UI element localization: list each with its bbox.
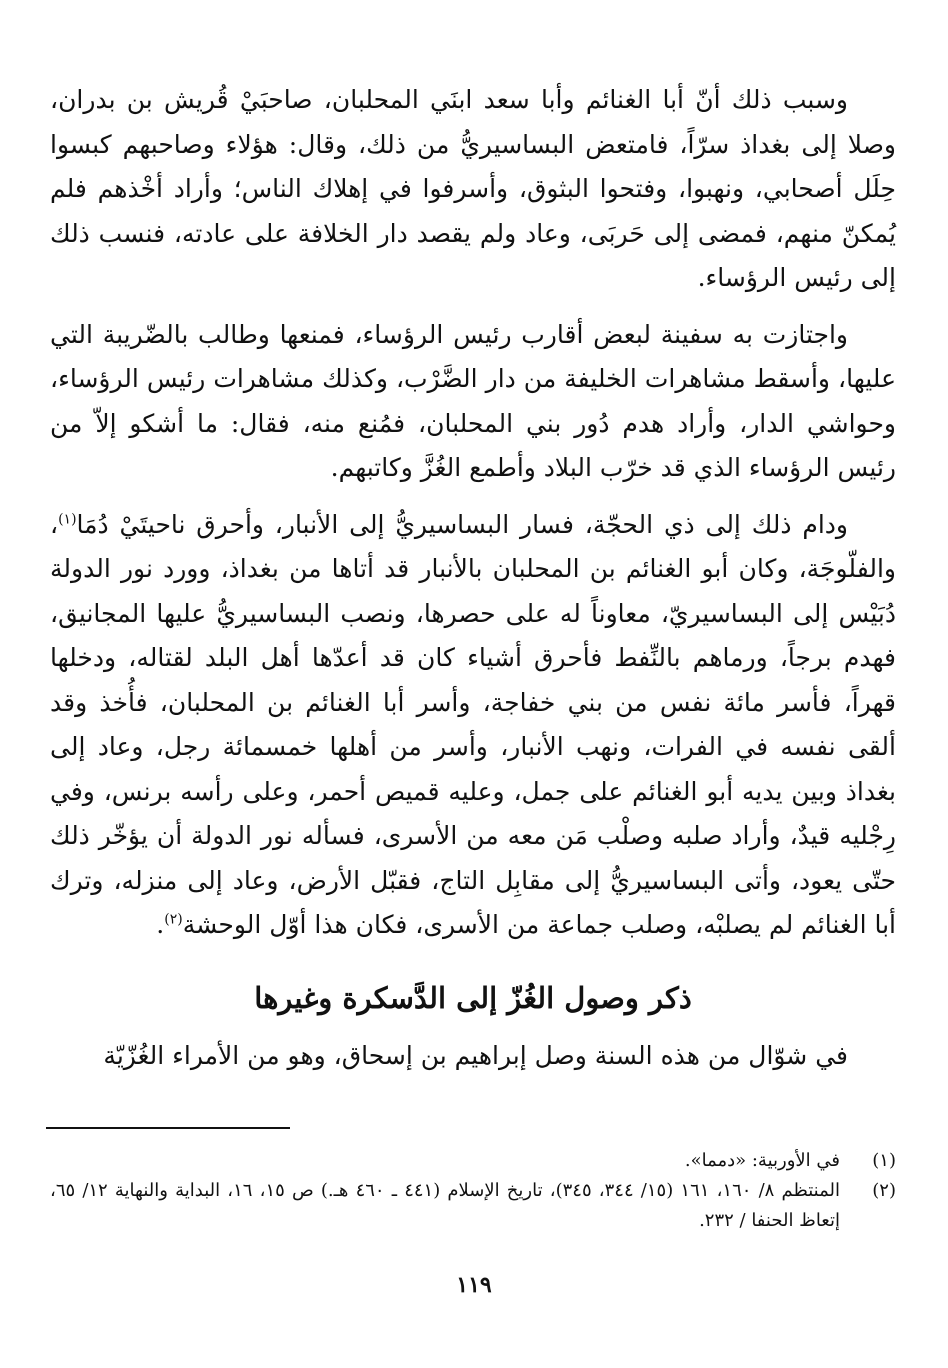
paragraph-1 (50, 78, 896, 301)
paragraph-3-text-middle: ، والفلّوجَة، وكان أبو الغنائم بن المحلبان بالأنبار قد أتاها من بغداذ، وورد نور الدولة دُبَيْس إلى البساسيريّ، معاوناً له على حصرها، ونصب البساسيريُّ عليها المجانيق، فهدم برجاً، ورماهم بالنِّفط فأحرق أشياء كان قد أعدّها أهل البلد لقتاله، ودخلها قهراً، فأسر مائة نفس من بني خفاجة، وأسر أبا الغنائم بن المحلبان، فأُخذ وقد ألقى نفسه في الفرات، ونهب الأنبار، وأسر من أهلها خمسمائة رجل، وعاد إلى بغداذ وبين يديه أبو الغنائم على جمل، وعليه قميص أحمر، وعلى رأسه برنس، وفي رِجْليه قيدٌ، وأراد صلبه وصلْب مَن معه من الأسرى، فسأله نور الدولة أن يؤخّر ذلك حتّى يعود، وأتى البساسيريُّ إلى مقابِل التاج، فقبّل الأرض، وعاد إلى منزله، وترك أبا الغنائم لم يصلبْه، وصلب جماعة من الأسرى، فكان هذا أوّل الوحشة (50, 509, 896, 939)
page-number: ١١٩ (456, 1272, 492, 1298)
footnote-ref-1[interactable]: (١) (58, 511, 77, 528)
paragraph-4 (50, 1034, 896, 1079)
footnote-2-number: (٢) (872, 1180, 896, 1201)
footnote-divider (46, 1127, 290, 1129)
footnote-1-number: (١) (872, 1150, 896, 1171)
footnote-1-text: في الأوربية: «دمما». (684, 1150, 840, 1171)
paragraph-3 (50, 503, 896, 948)
paragraph-2 (50, 313, 896, 491)
footnotes (50, 1146, 896, 1236)
footnote-ref-2[interactable]: (٢) (164, 911, 183, 928)
section-heading: ذكر وصول الغُزّ إلى الدَّسكرة وغيرها (254, 980, 692, 1015)
page-body (50, 78, 896, 1090)
footnote-2-text: المنتظم ٨/ ١٦٠، ١٦١ (١٥/ ٣٤٤، ٣٤٥)، تاريخ الإسلام (٤٤١ ـ ٤٦٠ هـ.) ص ١٥، ١٦، البداية والنهاية ١٢/ ٦٥، إتعاظ الحنفا / ٢٣٢. (50, 1180, 841, 1231)
footnote-2 (50, 1176, 896, 1236)
footnote-1 (50, 1146, 896, 1176)
paragraph-3-text-end: . (156, 910, 165, 939)
paragraph-4-text: في شوّال من هذه السنة وصل إبراهيم بن إسحاق، وهو من الأمراء الغُزّيّة (103, 1040, 848, 1070)
paragraph-2-text: واجتازت به سفينة لبعض أقارب رئيس الرؤساء، فمنعها وطالب بالضّريبة التي عليها، وأسقط مشاهرات الخليفة من دار الضَّرْب، وكذلك مشاهرات رئيس الرؤساء، وحواشي الدار، وأراد هدم دُور بني المحلبان، فمُنع منه، فقال: ما أشكو إلاّ من رئيس الرؤساء الذي قد خرّب البلاد وأطمع الغُزَّ وكاتبهم. (50, 319, 896, 482)
paragraph-1-text: وسبب ذلك أنّ أبا الغنائم وأبا سعد ابنَي المحلبان، صاحبَيْ قُريش بن بدران، وصلا إلى بغداذ سرّاً، فامتعض البساسيريُّ من ذلك، وقال: هؤلاء وصاحبهم كبسوا حِلَل أصحابي، ونهبوا، وفتحوا البثوق، وأسرفوا في إهلاك الناس؛ وأراد أخْذهم فلم يُمكنّ منهم، فمضى إلى حَربَى، وعاد ولم يقصد دار الخلافة على عادته، فنسب ذلك إلى رئيس الرؤساء. (50, 85, 896, 292)
paragraph-3-text-start: ودام ذلك إلى ذي الحجّة، فسار البساسيريُّ إلى الأنبار، وأحرق ناحيتَيْ دُمَا (76, 509, 848, 539)
